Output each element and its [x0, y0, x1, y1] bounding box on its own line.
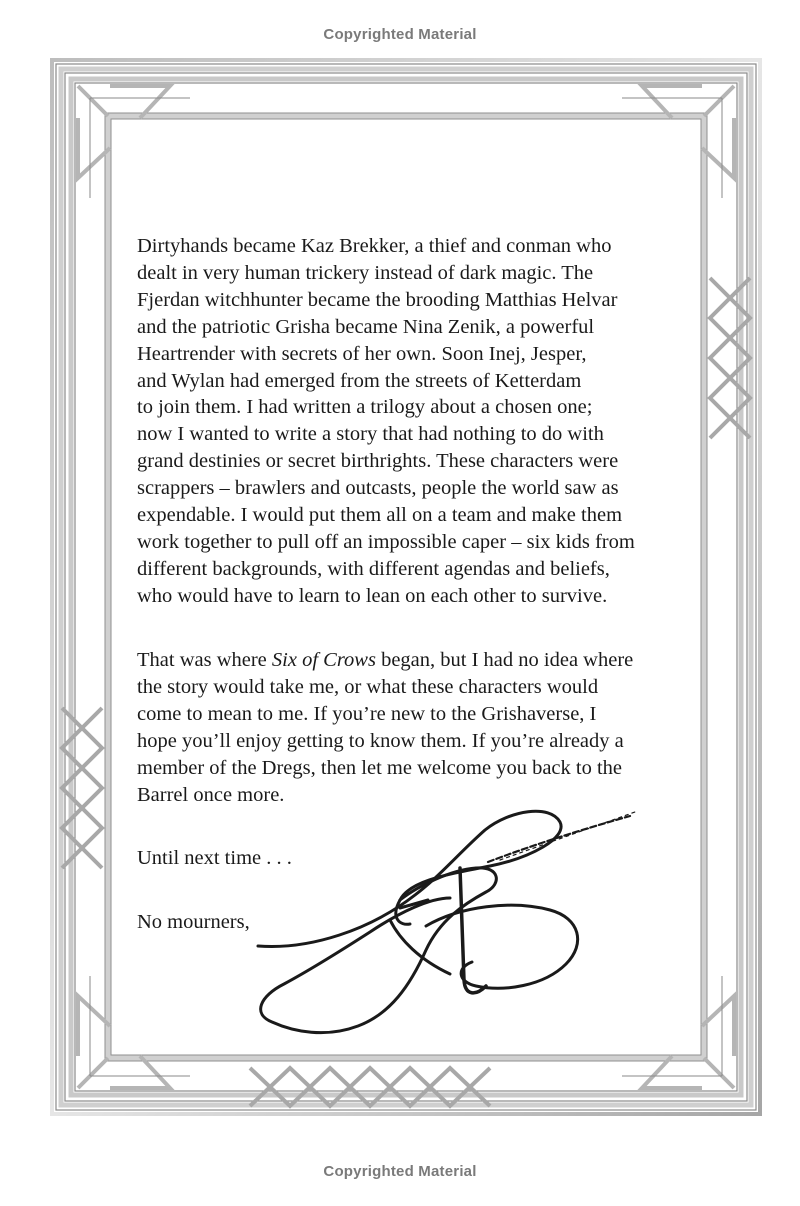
text-line: Barrel once more.: [137, 783, 285, 806]
text-line: [137, 647, 633, 674]
text-line: member of the Dregs, then let me welcome you back to the: [137, 756, 623, 779]
text-line: come to mean to me. If you’re new to the Grishaverse, I: [137, 702, 597, 725]
text-line: different backgrounds, with different agendas and beliefs,: [137, 557, 610, 580]
copyright-watermark-bottom: Copyrighted Material: [323, 1163, 477, 1180]
signoff-line: No mourners,: [137, 911, 250, 933]
text-line: Dirtyhands became Kaz Brekker, a thief and conman who: [137, 235, 612, 257]
text-line: now I wanted to write a story that had nothing to do with: [137, 423, 604, 446]
paragraph-2: [137, 647, 633, 808]
text-line: hope you’ll enjoy getting to know them. If you’re already a: [137, 729, 624, 752]
text-line: scrappers – brawlers and outcasts, people the world saw as: [137, 477, 619, 500]
text-line: grand destinies or secret birthrights. These characters were: [137, 450, 619, 473]
text-line: expendable. I would put them all on a team and make them: [137, 504, 623, 527]
text-line: who would have to learn to lean on each other to survive.: [137, 584, 608, 607]
text-line: and the patriotic Grisha became Nina Zenik, a powerful: [137, 315, 595, 338]
text-run: began, but I had no idea where: [375, 649, 634, 671]
text-line: Fjerdan witchhunter became the brooding Matthias Helvar: [137, 288, 618, 311]
bottom-knot-ornament: [250, 1068, 490, 1106]
text-line: to join them. I had written a trilogy about a chosen one;: [137, 396, 593, 419]
text-line: and Wylan had emerged from the streets of Ketterdam: [137, 369, 582, 392]
text-line: Heartrender with secrets of her own. Soon Inej, Jesper,: [137, 342, 587, 365]
right-knot-ornament: [710, 278, 750, 438]
paragraph-1: [137, 233, 677, 610]
closing-line: Until next time . . .: [137, 847, 292, 869]
letter-body: [137, 233, 677, 933]
text-line: the story would take me, or what these characters would: [137, 675, 599, 698]
text-line: dealt in very human trickery instead of dark magic. The: [137, 261, 594, 284]
left-knot-ornament: [62, 708, 102, 868]
text-line: work together to pull off an impossible caper – six kids from: [137, 530, 635, 553]
text-run: That was where: [137, 649, 272, 671]
handwritten-signature: [250, 800, 650, 1050]
book-title: Six of Crows: [271, 649, 376, 671]
copyright-watermark-top: Copyrighted Material: [323, 26, 477, 43]
